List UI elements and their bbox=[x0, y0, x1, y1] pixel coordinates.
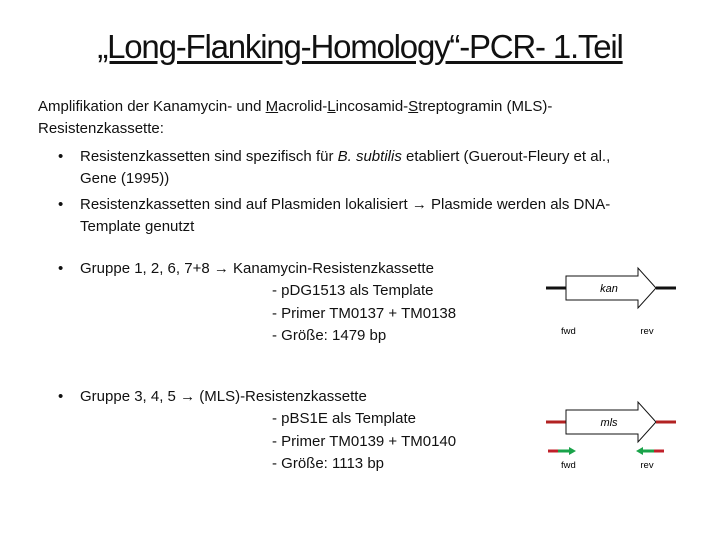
bullet-group-kan: • Gruppe 1, 2, 6, 7+8 → Kanamycin-Resistenzkassette bbox=[58, 260, 434, 277]
kan-cassette-diagram bbox=[540, 262, 680, 342]
rev-arrowhead bbox=[636, 447, 643, 455]
kan-gene-label: kan bbox=[600, 283, 618, 295]
fwd-arrowhead bbox=[569, 447, 576, 455]
mls-cassette-diagram bbox=[540, 396, 680, 476]
mls-fwd-label: fwd bbox=[561, 460, 576, 471]
bullet-plasmids: • Resistenzkassetten sind auf Plasmiden lokalisiert → Plasmide werden als DNA- Template genutzt bbox=[58, 196, 611, 235]
kan-fwd-label: fwd bbox=[561, 326, 576, 337]
group-kan-details: - pDG1513 als Template - Primer TM0137 + TM0138 - Größe: 1479 bp bbox=[272, 282, 457, 344]
mls-rev-label: rev bbox=[640, 460, 654, 471]
group-mls-details: - pBS1E als Template - Primer TM0139 + TM0140 - Größe: 1113 bp bbox=[272, 410, 457, 472]
bullet-specificity: • Resistenzkassetten sind spezifisch für B. subtilis etabliert (Guerout-Fleury et al., Gene (1995)) bbox=[58, 148, 611, 187]
intro-text: Amplifikation der Kanamycin- und Macrolid-Lincosamid-Streptogramin (MLS)- Resistenzkassette: bbox=[38, 98, 553, 137]
mls-gene-label: mls bbox=[600, 417, 618, 429]
page-title: „Long-Flanking-Homology“-PCR- 1.Teil bbox=[97, 28, 623, 65]
bullet-group-mls: • Gruppe 3, 4, 5 → (MLS)-Resistenzkassette bbox=[58, 388, 367, 405]
kan-rev-label: rev bbox=[640, 326, 654, 337]
